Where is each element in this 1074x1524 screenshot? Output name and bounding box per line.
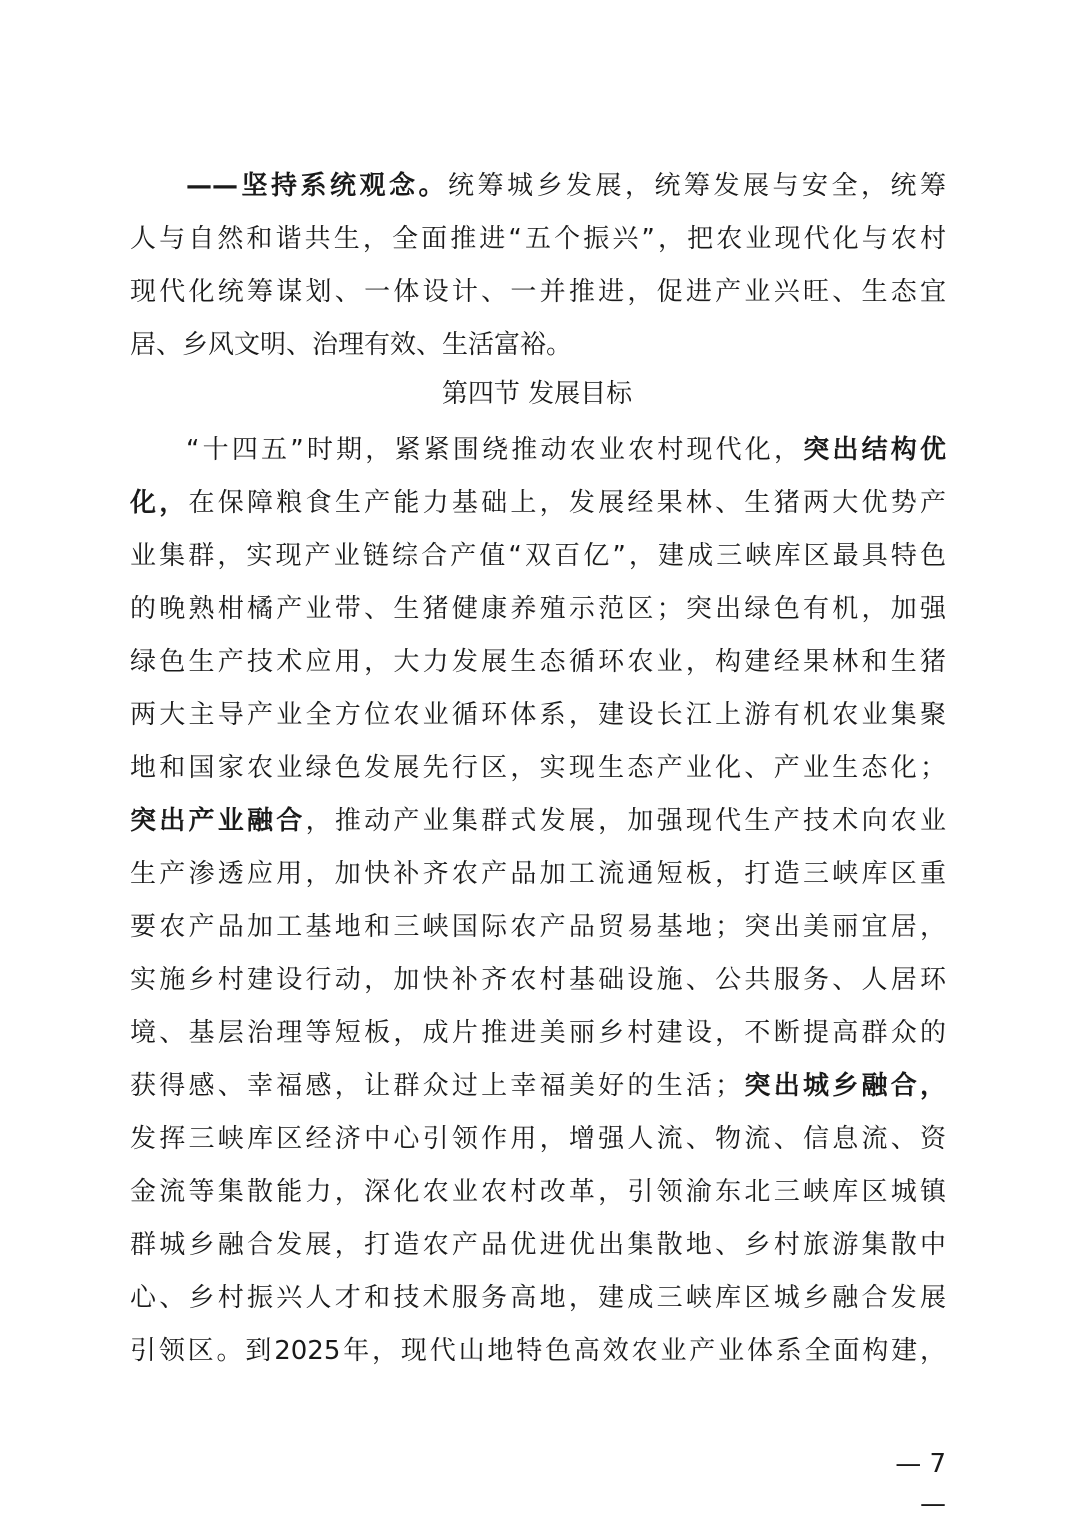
para2-line-6: 两大主导产业全方位农业循环体系，建设长江上游有机农业集聚 [130, 700, 946, 730]
para2-line-13 [130, 1066, 946, 1106]
para2-line-10: 要农产品加工基地和三峡国际农产品贸易基地；突出美丽宜居， [130, 912, 946, 942]
para2-line-18: 引领区。到2025年，现代山地特色高效农业产业体系全面构建， [130, 1336, 946, 1366]
para2-line-12: 境、基层治理等短板，成片推进美丽乡村建设，不断提高群众的 [130, 1018, 946, 1048]
para2-line-7: 地和国家农业绿色发展先行区，实现生态产业化、产业生态化； [130, 753, 946, 783]
para2-line-2-text: 在保障粮食生产能力基础上，发展经果林、生猪两大优势产 [188, 488, 946, 518]
para2-line-13-text: 获得感、幸福感，让群众过上幸福美好的生活； [130, 1071, 742, 1101]
para1-line-1-text: 统筹城乡发展，统筹发展与安全，统筹 [448, 171, 946, 201]
para1-line-1 [186, 166, 946, 206]
para2-line-14: 发挥三峡库区经济中心引领作用，增强人流、物流、信息流、资 [130, 1124, 946, 1154]
para2-line-3: 业集群，实现产业链综合产值“双百亿”，建成三峡库区最具特色 [130, 541, 946, 571]
para2-line-9: 生产渗透应用，加快补齐农产品加工流通短板，打造三峡库区重 [130, 859, 946, 889]
para1-line-2: 人与自然和谐共生，全面推进“五个振兴”，把农业现代化与农村 [130, 224, 946, 254]
emphasis-industry: 突出产业融合 [130, 806, 306, 836]
page-number: — 7 — [895, 1449, 946, 1519]
para2-line-11: 实施乡村建设行动，加快补齐农村基础设施、公共服务、人居环 [130, 965, 946, 995]
para1-line-3: 现代化统筹谋划、一体设计、一并推进，促进产业兴旺、生态宜 [130, 277, 946, 307]
emphasis-urban-rural: 突出城乡融合， [741, 1071, 946, 1101]
emphasis-structure: 突出结构优 [803, 435, 946, 465]
para2-line-8 [130, 801, 946, 841]
para2-line-15: 金流等集散能力，深化农业农村改革，引领渝东北三峡库区城镇 [130, 1177, 946, 1207]
para2-line-17: 心、乡村振兴人才和技术服务高地，建成三峡库区城乡融合发展 [130, 1283, 946, 1313]
para2-line-8-text: ，推动产业集群式发展，加强现代生产技术向农业 [305, 806, 946, 836]
para1-line-4: 居、乡风文明、治理有效、生活富裕。 [130, 330, 573, 360]
principle-heading: ——坚持系统观念。 [186, 171, 448, 201]
para2-line-1-text: “十四五”时期，紧紧围绕推动农业农村现代化， [186, 435, 804, 465]
emphasis-structure-end: 化， [130, 488, 189, 518]
para2-line-16: 群城乡融合发展，打造农产品优进优出集散地、乡村旅游集散中 [130, 1230, 946, 1260]
para2-line-4: 的晚熟柑橘产业带、生猪健康养殖示范区；突出绿色有机，加强 [130, 594, 946, 624]
para2-line-1 [186, 430, 946, 470]
section-title: 第四节 发展目标 [441, 379, 633, 409]
para2-line-5: 绿色生产技术应用，大力发展生态循环农业，构建经果林和生猪 [130, 647, 946, 677]
para2-line-2 [130, 483, 946, 523]
